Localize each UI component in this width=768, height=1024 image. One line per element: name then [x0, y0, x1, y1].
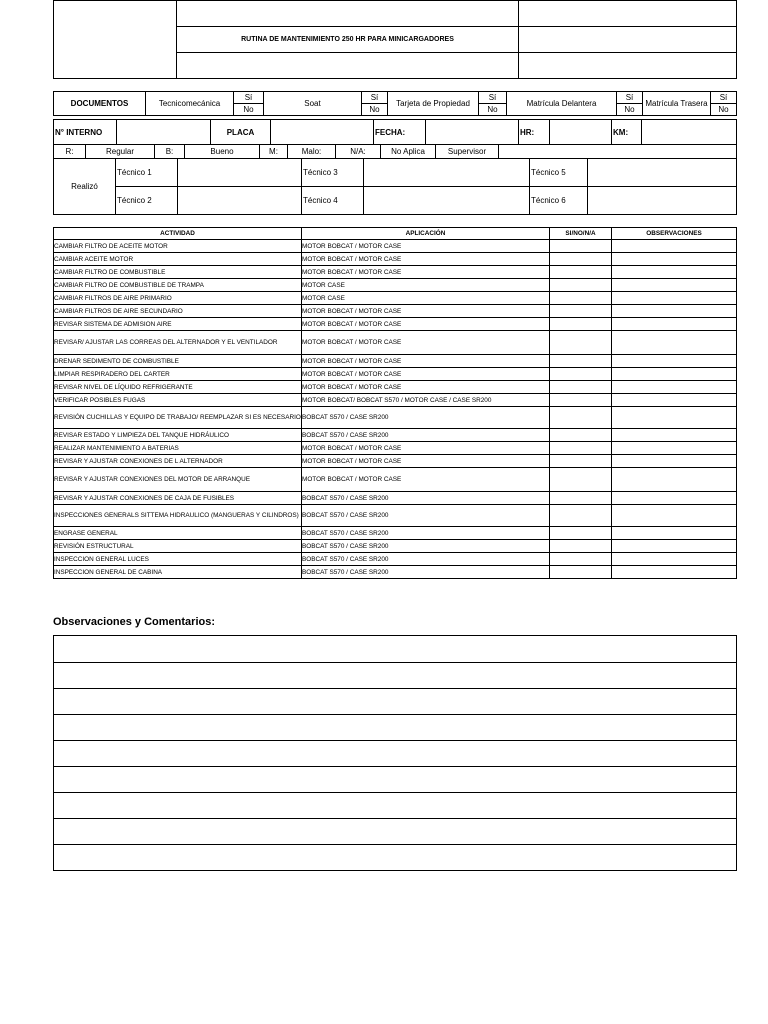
status-cell[interactable]	[550, 279, 612, 292]
application-cell: MOTOR BOBCAT / MOTOR CASE	[302, 468, 550, 492]
application-cell: BOBCAT S570 / CASE SR200	[302, 527, 550, 540]
technicians-table	[53, 158, 737, 215]
legend-regular: Regular	[86, 145, 155, 159]
observation-cell[interactable]	[612, 318, 737, 331]
observation-cell[interactable]	[612, 566, 737, 579]
activity-cell: CAMBIAR FILTRO DE COMBUSTIBLE	[54, 266, 302, 279]
tecnico-1-field[interactable]	[178, 159, 302, 187]
activity-cell: REVISAR SISTEMA DE ADMISION AIRE	[54, 318, 302, 331]
placa-field[interactable]	[271, 120, 374, 145]
application-cell: MOTOR BOBCAT / MOTOR CASE	[302, 368, 550, 381]
table-row	[54, 455, 737, 468]
info-table	[53, 119, 737, 145]
observation-line[interactable]	[54, 767, 737, 793]
table-row	[54, 553, 737, 566]
application-cell: MOTOR BOBCAT / MOTOR CASE	[302, 253, 550, 266]
table-row	[54, 442, 737, 455]
tecnico-5-field[interactable]	[588, 159, 737, 187]
doc-no[interactable]: No	[711, 104, 737, 116]
activity-cell: REVISAR Y AJUSTAR CONEXIONES DEL MOTOR DE ARRANQUE	[54, 468, 302, 492]
status-cell[interactable]	[550, 505, 612, 527]
application-cell: BOBCAT S570 / CASE SR200	[302, 505, 550, 527]
observations-table	[53, 635, 737, 871]
activity-cell: REVISIÓN ESTRUCTURAL	[54, 540, 302, 553]
doc-name: Soat	[264, 92, 362, 116]
application-cell: MOTOR BOBCAT / MOTOR CASE	[302, 442, 550, 455]
tecnico-4-label: Técnico 4	[302, 187, 364, 215]
status-cell[interactable]	[550, 355, 612, 368]
hr-field[interactable]	[550, 120, 612, 145]
observation-cell[interactable]	[612, 266, 737, 279]
status-cell[interactable]	[550, 394, 612, 407]
observation-cell[interactable]	[612, 292, 737, 305]
table-row	[54, 240, 737, 253]
application-cell: MOTOR BOBCAT / MOTOR CASE	[302, 318, 550, 331]
observation-cell[interactable]	[612, 305, 737, 318]
observation-line[interactable]	[54, 689, 737, 715]
observation-cell[interactable]	[612, 540, 737, 553]
activity-cell: INSPECCION GENERAL DE CABINA	[54, 566, 302, 579]
tecnico-5-label: Técnico 5	[530, 159, 588, 187]
table-row	[54, 355, 737, 368]
activity-cell: VERIFICAR POSIBLES FUGAS	[54, 394, 302, 407]
observation-cell[interactable]	[612, 253, 737, 266]
status-cell[interactable]	[550, 407, 612, 429]
supervisor-label: Supervisor	[436, 145, 499, 159]
status-cell[interactable]	[550, 381, 612, 394]
table-row	[54, 253, 737, 266]
observation-line[interactable]	[54, 845, 737, 871]
table-row	[54, 394, 737, 407]
application-cell: BOBCAT S570 / CASE SR200	[302, 429, 550, 442]
status-cell[interactable]	[550, 305, 612, 318]
tecnico-1-label: Técnico 1	[116, 159, 178, 187]
status-cell[interactable]	[550, 468, 612, 492]
supervisor-field[interactable]	[499, 145, 737, 159]
status-cell[interactable]	[550, 442, 612, 455]
status-cell[interactable]	[550, 240, 612, 253]
col-header-aplicacion: APLICACIÓN	[302, 228, 550, 240]
doc-name: Matrícula Delantera	[507, 92, 617, 116]
observation-cell[interactable]	[612, 505, 737, 527]
status-cell[interactable]	[550, 368, 612, 381]
interno-label: N° INTERNO	[54, 120, 117, 145]
legend-no-aplica: No Aplica	[381, 145, 436, 159]
documents-table	[53, 91, 737, 116]
legend-m: M:	[260, 145, 288, 159]
status-cell[interactable]	[550, 331, 612, 355]
application-cell: MOTOR BOBCAT / MOTOR CASE	[302, 240, 550, 253]
legend-bueno: Bueno	[185, 145, 260, 159]
status-cell[interactable]	[550, 292, 612, 305]
table-row	[54, 492, 737, 505]
observation-line[interactable]	[54, 715, 737, 741]
activity-cell: DRENAR SEDIMENTO DE COMBUSTIBLE	[54, 355, 302, 368]
observation-cell[interactable]	[612, 455, 737, 468]
observation-cell[interactable]	[612, 394, 737, 407]
doc-yes[interactable]: Sí	[711, 92, 737, 104]
activity-cell: LIMPIAR RESPIRADERO DEL CARTER	[54, 368, 302, 381]
observation-cell[interactable]	[612, 355, 737, 368]
tecnico-6-label: Técnico 6	[530, 187, 588, 215]
status-cell[interactable]	[550, 253, 612, 266]
observation-line[interactable]	[54, 819, 737, 845]
table-row	[54, 527, 737, 540]
observation-line[interactable]	[54, 636, 737, 663]
table-row	[54, 429, 737, 442]
activity-cell: REVISAR/ AJUSTAR LAS CORREAS DEL ALTERNADOR Y EL VENTILADOR	[54, 331, 302, 355]
status-cell[interactable]	[550, 266, 612, 279]
observations-title: Observaciones y Comentarios:	[53, 616, 216, 628]
application-cell: MOTOR CASE	[302, 279, 550, 292]
table-row	[54, 381, 737, 394]
km-label: KM:	[612, 120, 642, 145]
table-row	[54, 540, 737, 553]
activity-cell: CAMBIAR FILTROS DE AIRE PRIMARIO	[54, 292, 302, 305]
doc-no[interactable]: No	[234, 104, 264, 116]
observation-cell[interactable]	[612, 407, 737, 429]
observation-cell[interactable]	[612, 331, 737, 355]
documents-label: DOCUMENTOS	[54, 92, 146, 116]
application-cell: BOBCAT S570 / CASE SR200	[302, 540, 550, 553]
status-cell[interactable]	[550, 527, 612, 540]
activity-cell: INSPECCION GENERAL LUCES	[54, 553, 302, 566]
doc-no[interactable]: No	[479, 104, 507, 116]
application-cell: BOBCAT S570 / CASE SR200	[302, 566, 550, 579]
table-row	[54, 331, 737, 355]
activities-body	[54, 240, 737, 579]
status-cell[interactable]	[550, 492, 612, 505]
application-cell: BOBCAT S570 / CASE SR200	[302, 492, 550, 505]
tecnico-3-label: Técnico 3	[302, 159, 364, 187]
doc-yes[interactable]: Sí	[617, 92, 643, 104]
doc-yes[interactable]: Sí	[234, 92, 264, 104]
observation-cell[interactable]	[612, 442, 737, 455]
logo-cell	[54, 1, 177, 79]
legend-r: R:	[54, 145, 86, 159]
page-title: RUTINA DE MANTENIMIENTO 250 HR PARA MINICARGADORES	[177, 27, 519, 53]
application-cell: MOTOR CASE	[302, 292, 550, 305]
activity-cell: REVISAR Y AJUSTAR CONEXIONES DE CAJA DE FUSIBLES	[54, 492, 302, 505]
activity-cell: CAMBIAR ACEITE MOTOR	[54, 253, 302, 266]
activity-cell: CAMBIAR FILTROS DE AIRE SECUNDARIO	[54, 305, 302, 318]
tecnico-6-field[interactable]	[588, 187, 737, 215]
activities-table	[53, 227, 737, 579]
placa-label: PLACA	[211, 120, 271, 145]
doc-name: Matrícula Trasera	[643, 92, 711, 116]
observation-cell[interactable]	[612, 279, 737, 292]
doc-yes[interactable]: Sí	[479, 92, 507, 104]
activity-cell: INSPECCIONES GENERALS SITTEMA HIDRAULICO (MANGUERAS Y CILINDROS)	[54, 505, 302, 527]
activity-cell: CAMBIAR FILTRO DE ACEITE MOTOR	[54, 240, 302, 253]
col-header-observaciones: OBSERVACIONES	[612, 228, 737, 240]
doc-name: Tecnicomecánica	[146, 92, 234, 116]
table-row	[54, 318, 737, 331]
table-row	[54, 566, 737, 579]
activity-cell: REVISAR NIVEL DE LÍQUIDO REFRIGERANTE	[54, 381, 302, 394]
table-row	[54, 505, 737, 527]
observation-cell[interactable]	[612, 381, 737, 394]
activity-cell: CAMBIAR FILTRO DE COMBUSTIBLE DE TRAMPA	[54, 279, 302, 292]
status-cell[interactable]	[550, 429, 612, 442]
table-row	[54, 368, 737, 381]
realizo-label: Realizó	[54, 159, 116, 215]
table-row	[54, 266, 737, 279]
application-cell: BOBCAT S570 / CASE SR200	[302, 407, 550, 429]
fecha-label: FECHA:	[374, 120, 426, 145]
observation-cell[interactable]	[612, 527, 737, 540]
application-cell: MOTOR BOBCAT / MOTOR CASE	[302, 455, 550, 468]
application-cell: BOBCAT S570 / CASE SR200	[302, 553, 550, 566]
status-cell[interactable]	[550, 553, 612, 566]
observation-cell[interactable]	[612, 368, 737, 381]
status-cell[interactable]	[550, 455, 612, 468]
doc-yes[interactable]: Sí	[362, 92, 388, 104]
tecnico-4-field[interactable]	[364, 187, 530, 215]
activity-cell: REALIZAR MANTENIMIENTO A BATERIAS	[54, 442, 302, 455]
application-cell: MOTOR BOBCAT / MOTOR CASE	[302, 381, 550, 394]
status-cell[interactable]	[550, 566, 612, 579]
col-header-actividad: ACTIVIDAD	[54, 228, 302, 240]
col-header-si-no-na: SI/NO/N/A	[550, 228, 612, 240]
legend-malo: Malo:	[288, 145, 336, 159]
observation-line[interactable]	[54, 741, 737, 767]
fecha-field[interactable]	[426, 120, 519, 145]
status-cell[interactable]	[550, 318, 612, 331]
activity-cell: ENGRASE GENERAL	[54, 527, 302, 540]
observation-line[interactable]	[54, 793, 737, 819]
application-cell: MOTOR BOBCAT / MOTOR CASE	[302, 331, 550, 355]
legend-na: N/A:	[336, 145, 381, 159]
table-row	[54, 407, 737, 429]
activity-cell: REVISAR Y AJUSTAR CONEXIONES DE L ALTERNADOR	[54, 455, 302, 468]
observation-line[interactable]	[54, 663, 737, 689]
legend-table	[53, 144, 737, 159]
status-cell[interactable]	[550, 540, 612, 553]
table-row	[54, 305, 737, 318]
table-row	[54, 292, 737, 305]
application-cell: MOTOR BOBCAT / MOTOR CASE	[302, 266, 550, 279]
tecnico-3-field[interactable]	[364, 159, 530, 187]
table-row	[54, 468, 737, 492]
observation-cell[interactable]	[612, 429, 737, 442]
observation-cell[interactable]	[612, 468, 737, 492]
table-row	[54, 279, 737, 292]
observation-cell[interactable]	[612, 492, 737, 505]
km-field[interactable]	[642, 120, 737, 145]
observation-cell[interactable]	[612, 553, 737, 566]
activity-cell: REVISAR ESTADO Y LIMPIEZA DEL TANQUE HIDRÁULICO	[54, 429, 302, 442]
activity-cell: REVISIÓN CUCHILLAS Y EQUIPO DE TRABAJO/ REEMPLAZAR SI ES NECESARIO	[54, 407, 302, 429]
doc-no[interactable]: No	[617, 104, 643, 116]
hr-label: HR:	[519, 120, 550, 145]
header-table	[53, 0, 737, 79]
application-cell: MOTOR BOBCAT/ BOBCAT S570 / MOTOR CASE / CASE SR200	[302, 394, 550, 407]
tecnico-2-label: Técnico 2	[116, 187, 178, 215]
application-cell: MOTOR BOBCAT / MOTOR CASE	[302, 305, 550, 318]
legend-b: B:	[155, 145, 185, 159]
application-cell: MOTOR BOBCAT / MOTOR CASE	[302, 355, 550, 368]
doc-name: Tarjeta de Propiedad	[388, 92, 479, 116]
doc-no[interactable]: No	[362, 104, 388, 116]
tecnico-2-field[interactable]	[178, 187, 302, 215]
observation-cell[interactable]	[612, 240, 737, 253]
interno-field[interactable]	[117, 120, 211, 145]
